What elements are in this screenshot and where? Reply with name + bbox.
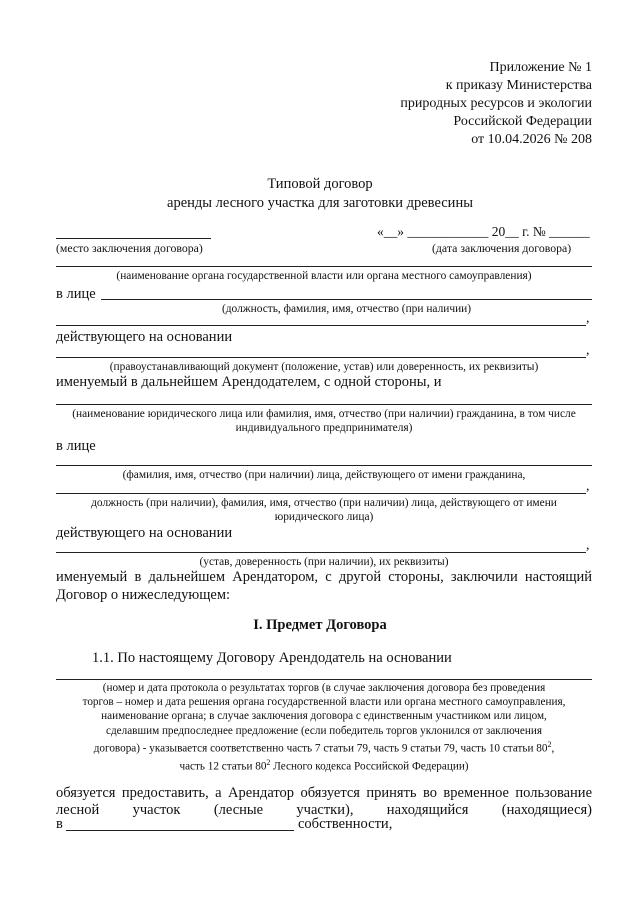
appendix-line-3: природных ресурсов и экологии <box>400 96 592 111</box>
ownership-field-line[interactable] <box>66 830 294 831</box>
comma: , <box>586 311 590 326</box>
clause-1-1: 1.1. По настоящему Договору Арендодатель на основании <box>92 650 452 666</box>
comma: , <box>586 538 590 553</box>
comma: , <box>586 343 590 358</box>
protocol-caption-line-4: сделавшим предпоследнее предложение (если победитель торгов уклонился от заключения <box>106 724 542 737</box>
section-1-heading: I. Предмет Договора <box>253 617 387 633</box>
protocol-caption-line-5 <box>56 738 592 756</box>
protocol-field-line[interactable] <box>56 679 592 680</box>
obligation-ownership: собственности, <box>298 816 393 832</box>
lessee-basis-caption: (устав, доверенность (при наличии), их реквизиты) <box>199 556 449 568</box>
obligation-line-1: обязуется предоставить, а Арендатор обязуется принять во временное пользование <box>56 785 592 801</box>
lessee-basis-field-line[interactable] <box>56 552 586 553</box>
lessee-person-field-line-2[interactable] <box>56 493 586 494</box>
obligation-line-2: лесной участок (лесные участки), находящийся (находящиеся) <box>56 802 592 818</box>
citizen-rep-caption: (фамилия, имя, отчество (при наличии) лица, действующего от имени гражданина, <box>122 469 526 481</box>
lessor-acting-basis-label: действующего на основании <box>56 329 233 345</box>
document-title-line-2: аренды лесного участка для заготовки древесины <box>167 195 473 211</box>
appendix-line-1: Приложение № 1 <box>489 60 592 75</box>
comma: , <box>586 479 590 494</box>
date-number-template[interactable]: «__» ____________ 20__ г. № ______ <box>377 224 590 239</box>
protocol-caption-line-2: торгов – номер и дата решения органа государственной власти или органа местного самоуправления, <box>82 696 566 709</box>
lessee-name-caption: (наименование юридического лица или фамилия, имя, отчество (при наличии) гражданина, в том числе индивидуального предпринимателя) <box>72 408 576 434</box>
protocol-caption-line-6 <box>56 756 592 774</box>
organ-caption: (наименование органа государственной власти или органа местного самоуправления) <box>116 270 532 282</box>
lessee-named-line-1: именуемый в дальнейшем Арендатором, с другой стороны, заключили настоящий <box>56 569 592 585</box>
lessor-person-caption: (должность, фамилия, имя, отчество (при наличии) <box>221 303 472 315</box>
protocol-caption-6a: часть 12 статьи 80 <box>179 760 267 773</box>
lessee-person-field-line[interactable] <box>56 465 592 466</box>
legal-rep-caption: должность (при наличии), фамилия, имя, отчество (при наличии) лица, действующего от имени юридического лица) <box>91 497 557 523</box>
superscript: 2 <box>547 739 552 749</box>
place-field-line[interactable] <box>56 238 211 239</box>
lessor-person-field-line[interactable] <box>101 299 592 300</box>
protocol-caption-line-3: наименование органа; в случае заключения договора с единственным участником или лицом, <box>101 710 547 723</box>
appendix-line-4: Российской Федерации <box>453 114 592 129</box>
document-title-line-1: Типовой договор <box>267 176 373 192</box>
comma: , <box>551 742 555 755</box>
obligation-v: в <box>56 816 63 832</box>
protocol-caption-line-1: (номер и дата протокола о результатах торгов (в случае заключения договора без проведения <box>102 682 546 694</box>
protocol-caption-6b: Лесного кодекса Российской Федерации) <box>270 760 469 773</box>
lessor-in-person-label: в лице <box>56 286 96 302</box>
appendix-line-5: от 10.04.2026 № 208 <box>471 132 592 147</box>
appendix-line-2: к приказу Министерства <box>445 78 592 93</box>
lessor-basis-field-line[interactable] <box>56 357 586 358</box>
date-caption: (дата заключения договора) <box>432 241 572 255</box>
lessee-named-line-2: Договор о нижеследующем: <box>56 587 231 603</box>
lessee-in-person-label: в лице <box>56 438 96 454</box>
superscript: 2 <box>266 757 271 767</box>
lessee-acting-basis-label: действующего на основании <box>56 525 233 541</box>
protocol-caption-5a: договора) - указывается соответственно часть 7 статьи 79, часть 9 статьи 79, часть 10 статьи 80 <box>93 742 548 755</box>
organ-field-line[interactable] <box>56 266 592 267</box>
lessor-named-text: именуемый в дальнейшем Арендодателем, с одной стороны, и <box>56 374 442 390</box>
lessor-person-field-line-2[interactable] <box>56 325 586 326</box>
protocol-caption <box>56 681 592 774</box>
lessor-basis-caption: (правоустанавливающий документ (положение, устав) или доверенность, их реквизиты) <box>109 361 539 373</box>
lessee-name-field-line[interactable] <box>56 404 592 405</box>
place-caption: (место заключения договора) <box>56 241 203 255</box>
